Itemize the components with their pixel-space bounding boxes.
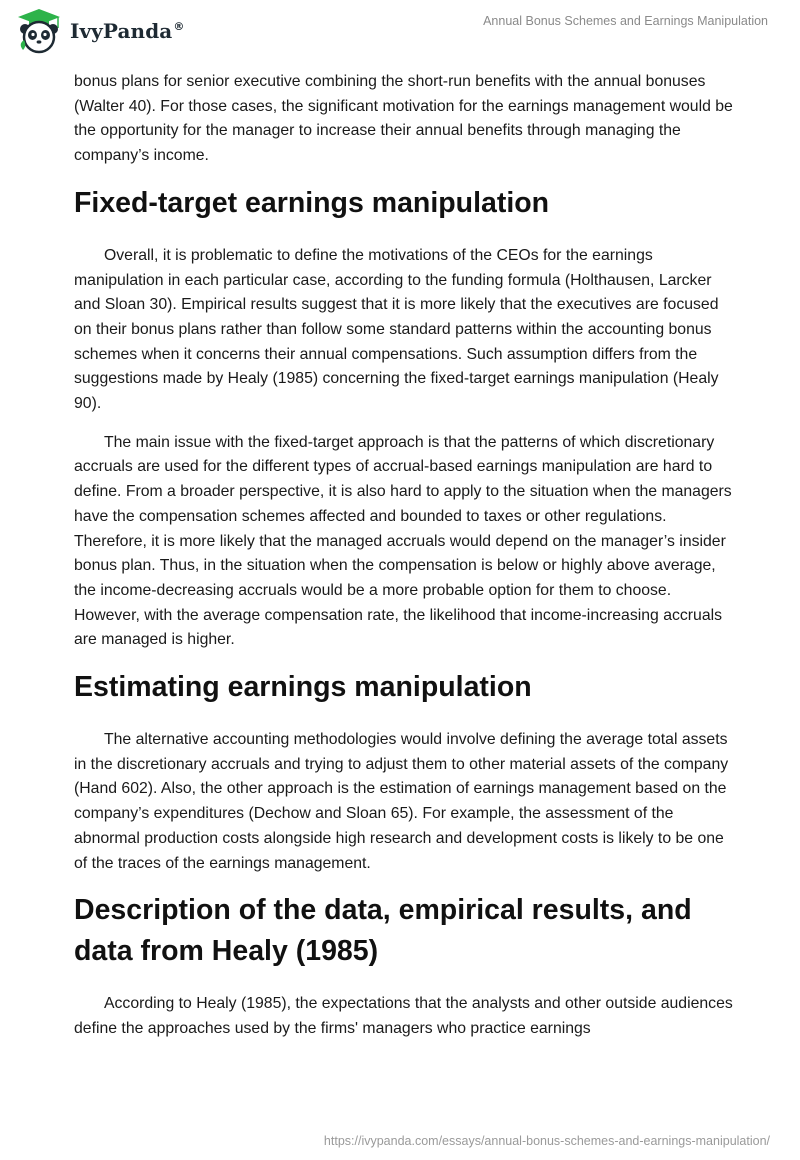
panda-graduate-icon: [14, 6, 64, 56]
paragraph: The main issue with the fixed-target approach is that the patterns of which discretionary accruals are used for the different types of accrual-based earnings manipulation are hard to define. From a broader perspective, it is also hard to apply to the situation when the managers have the compensation schemes affected and bounded to taxes or other regulations. Therefore, it is more likely that the managed accruals would depend on the manager’s insider bonus plan. Thus, in the situation when the compensation is below or highly above average, the income-decreasing accruals would be a more probable option for them to choose. However, with the average compensation rate, the likelihood that income-increasing accruals are managed is higher.: [74, 433, 732, 649]
brand-logo[interactable]: [14, 6, 184, 56]
paragraph: The alternative accounting methodologies would involve defining the average total assets in the discretionary accruals and trying to adjust them to other material assets of the company (Hand 602). Also, the other approach is the estimation of earnings management based on the company’s expenditures (Dechow and Sloan 65). For example, the assessment of the abnormal production costs alongside high research and development costs is likely to be one of the traces of the earnings management.: [74, 731, 729, 872]
paragraph: Overall, it is problematic to define the motivations of the CEOs for the earnings manipulation in each particular case, according to the funding formula (Holthausen, Larcker and Sloan 30). Empirical results suggest that it is more likely that the executives are focused on their bonus plans rather than follow some standard patterns within the accounting bonus schemes when it concerns their annual compensations. Such assumption differs from the suggestions made by Healy (1985) concerning the fixed-target earnings manipulation (Healy 90).: [74, 246, 719, 413]
section-heading-fixed-target: Fixed-target earnings manipulation: [74, 186, 550, 219]
brand-name: [70, 19, 184, 43]
source-url-link[interactable]: https://ivypanda.com/essays/annual-bonus-schemes-and-earnings-manipulation/: [323, 1134, 770, 1148]
section-heading-estimating: Estimating earnings manipulation: [74, 671, 532, 704]
brand-name-text: IvyPanda: [70, 19, 173, 43]
document-title: Annual Bonus Schemes and Earnings Manipulation: [483, 14, 768, 28]
page-header: [0, 0, 800, 62]
paragraph: According to Healy (1985), the expectations that the analysts and other outside audiences define the approaches used by the firms' managers who practice earnings: [74, 995, 733, 1037]
intro-paragraph: bonus plans for senior executive combining the short-run benefits with the annual bonuses (Walter 40). For those cases, the significant motivation for the earnings management would be the opportunity for the manager to increase their annual benefits through managing the company’s income.: [74, 73, 733, 165]
section-heading-description: Description of the data, empirical results, and data from Healy (1985): [74, 894, 692, 968]
essay-content: [74, 70, 734, 1056]
registered-mark: ®: [173, 20, 185, 34]
